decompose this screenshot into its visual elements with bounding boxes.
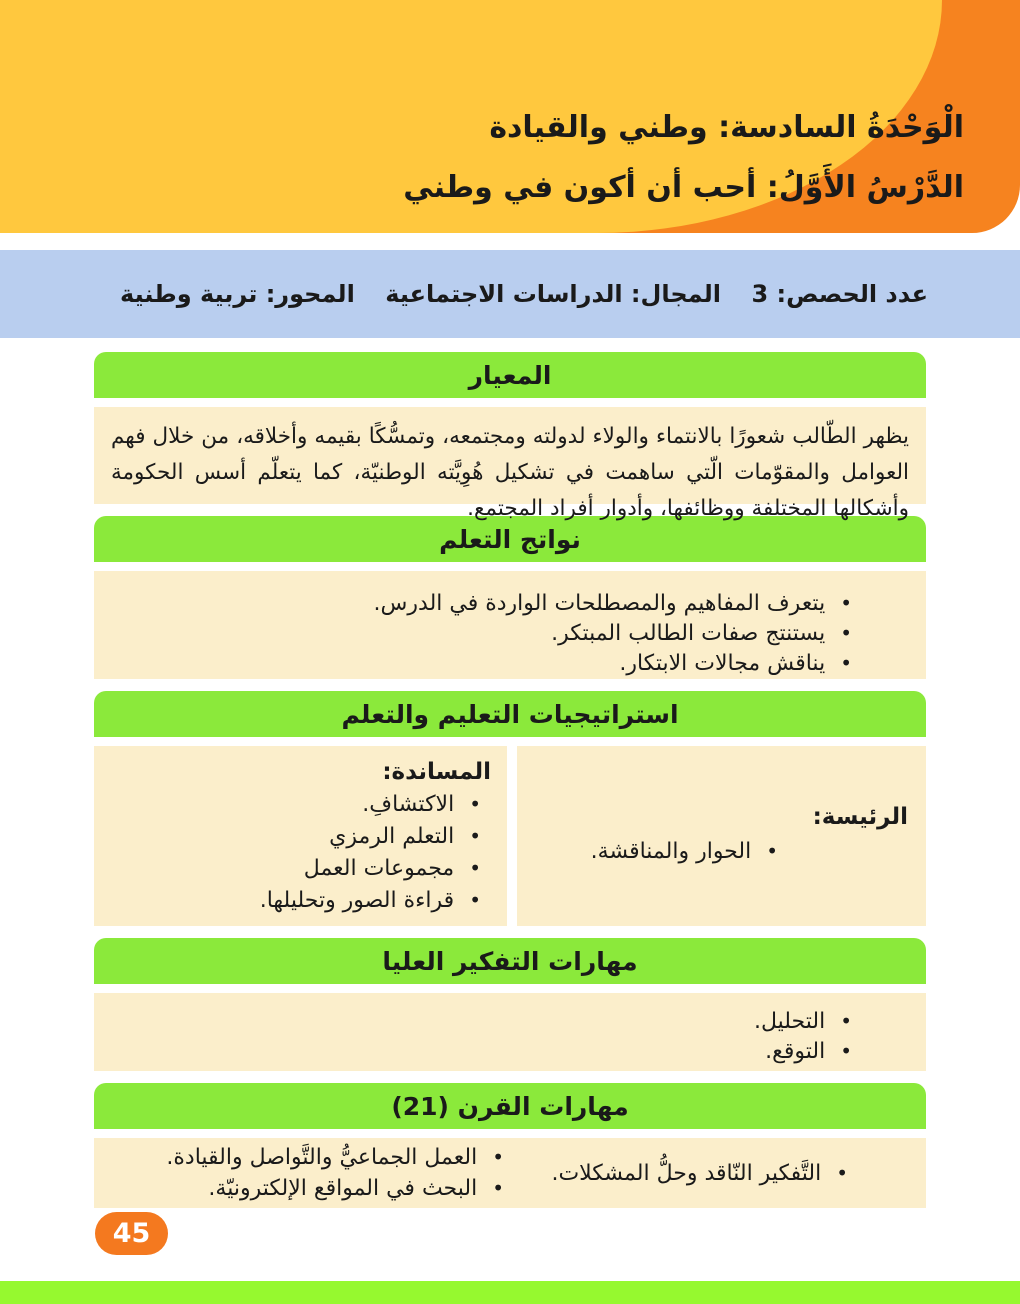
page-header xyxy=(0,0,1020,233)
bullet-icon: • xyxy=(469,824,481,848)
unit-title: الْوَحْدَةُ السادسة: وطني والقيادة xyxy=(489,110,964,145)
list-item xyxy=(94,888,481,913)
higher-thinking-list xyxy=(94,993,926,1071)
century-skills-body xyxy=(94,1138,926,1208)
strategies-main-heading: الرئيسة: xyxy=(812,803,908,830)
section-standard-body: يظهر الطّالب شعورًا بالانتماء والولاء لدولته ومجتمعه، وتمسُّكًا بقيمه وأخلاقه، من خلال فهم العوامل والمقوّمات الّتي ساهمت في تشكيل هُوِيَّته الوطنيّة، كما يتعلّم أسس الحكومة وأشكالها المختلفة ووظائفها، وأدوار أفراد المجتمع. xyxy=(94,407,926,504)
list-item xyxy=(517,839,778,864)
subject-field: المجال: الدراسات الاجتماعية xyxy=(385,280,721,308)
bullet-icon: • xyxy=(469,856,481,880)
list-item xyxy=(114,621,852,646)
list-item xyxy=(94,1176,504,1201)
strategies-support-column xyxy=(94,746,507,926)
lesson-info-bar xyxy=(0,250,1020,338)
strategies-main-column xyxy=(517,746,926,926)
section-higher-thinking xyxy=(94,938,926,1071)
list-item xyxy=(510,1161,848,1186)
list-item-text: قراءة الصور وتحليلها. xyxy=(259,888,455,913)
theme-axis: المحور: تربية وطنية xyxy=(120,280,355,308)
list-item xyxy=(114,1009,852,1034)
header-titles xyxy=(403,98,964,218)
strategies-columns xyxy=(94,746,926,926)
section-outcomes-title: نواتج التعلم xyxy=(94,516,926,562)
section-standard-title: المعيار xyxy=(94,352,926,398)
list-item-text: العمل الجماعيُّ والتَّواصل والقيادة. xyxy=(166,1145,478,1170)
list-item-text: يناقش مجالات الابتكار. xyxy=(619,651,826,676)
bottom-green-bar xyxy=(0,1281,1020,1304)
strategies-main-list xyxy=(517,834,926,869)
list-item-text: التعلم الرمزي xyxy=(329,824,455,849)
list-item xyxy=(114,591,852,616)
list-item xyxy=(94,824,481,849)
bullet-icon: • xyxy=(840,1039,852,1063)
list-item-text: مجموعات العمل xyxy=(303,856,455,881)
section-outcomes-list xyxy=(94,571,926,679)
century-skills-left-list xyxy=(94,1138,510,1208)
bullet-icon: • xyxy=(840,1009,852,1033)
list-item xyxy=(94,856,481,881)
list-item-text: الحوار والمناقشة. xyxy=(590,838,752,864)
section-outcomes xyxy=(94,516,926,679)
list-item-text: يتعرف المفاهيم والمصطلحات الواردة في الدرس. xyxy=(373,591,826,616)
list-item-text: التوقع. xyxy=(765,1039,826,1064)
main-content xyxy=(94,352,926,1208)
section-standard xyxy=(94,352,926,521)
lesson-title: الدَّرْسُ الأَوَّلُ: أحب أن أكون في وطني xyxy=(403,170,964,205)
section-higher-thinking-title: مهارات التفكير العليا xyxy=(94,938,926,984)
list-item xyxy=(94,1145,504,1170)
list-item xyxy=(114,651,852,676)
bullet-icon: • xyxy=(840,591,852,615)
section-century-skills xyxy=(94,1083,926,1208)
section-strategies xyxy=(94,691,926,926)
strategies-support-list xyxy=(94,792,507,913)
section-strategies-title: استراتيجيات التعليم والتعلم xyxy=(94,691,926,737)
list-item-text: التَّفكير النّاقد وحلُّ المشكلات. xyxy=(551,1160,822,1186)
bullet-icon: • xyxy=(840,621,852,645)
bullet-icon: • xyxy=(840,651,852,675)
bullet-icon: • xyxy=(492,1145,504,1169)
bullet-icon: • xyxy=(492,1176,504,1200)
page-number-badge: 45 xyxy=(95,1212,168,1255)
section-century-skills-title: مهارات القرن (21) xyxy=(94,1083,926,1129)
bullet-icon: • xyxy=(469,888,481,912)
list-item-text: يستنتج صفات الطالب المبتكر. xyxy=(551,621,826,646)
bullet-icon: • xyxy=(836,1160,848,1185)
list-item-text: التحليل. xyxy=(753,1009,826,1034)
list-item-text: الاكتشافِ. xyxy=(362,792,455,817)
century-skills-right-list xyxy=(510,1138,926,1208)
list-item xyxy=(114,1039,852,1064)
classes-count: عدد الحصص: 3 xyxy=(751,280,928,308)
bullet-icon: • xyxy=(766,838,778,863)
list-item-text: البحث في المواقع الإلكترونيّة. xyxy=(208,1176,478,1201)
list-item xyxy=(94,792,481,817)
strategies-support-heading: المساندة: xyxy=(382,759,491,785)
bullet-icon: • xyxy=(469,792,481,816)
